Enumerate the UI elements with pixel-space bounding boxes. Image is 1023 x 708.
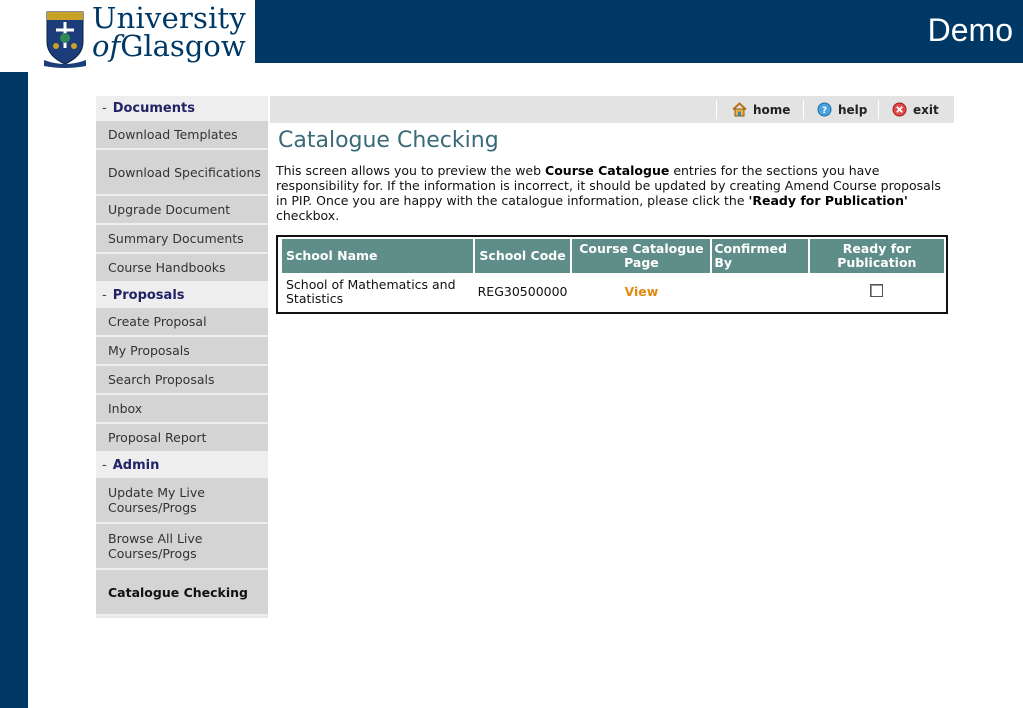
university-logo[interactable] [0, 0, 255, 72]
left-brand-band [0, 0, 28, 708]
exit-label: exit [913, 102, 939, 117]
sidebar-item-download-specifications[interactable] [96, 150, 268, 196]
col-school-code: School Code [475, 239, 571, 273]
collapse-toggle[interactable]: - [102, 101, 107, 116]
intro-part: checkbox. [276, 208, 340, 223]
section-proposals[interactable] [96, 283, 268, 308]
sidebar-item-label: Summary Documents [108, 231, 244, 246]
sidebar-item-label: My Proposals [108, 343, 190, 358]
logo-word-glasgow: Glasgow [120, 29, 246, 63]
home-icon [732, 102, 747, 117]
cell-confirmed-by [712, 273, 807, 311]
col-ready-for-publication: Ready for Publication [810, 239, 944, 273]
home-link[interactable] [732, 96, 790, 123]
sidebar-item-course-handbooks[interactable] [96, 254, 268, 283]
cell-school-name: School of Mathematics and Statistics [286, 277, 456, 306]
help-icon [817, 102, 832, 117]
catalogue-table-container [276, 235, 948, 314]
sidebar-item-label: Course Handbooks [108, 260, 226, 275]
sidebar-nav [96, 96, 268, 618]
collapse-toggle[interactable]: - [102, 458, 107, 473]
view-link[interactable]: View [624, 284, 659, 299]
cell-ready [810, 273, 944, 311]
collapse-toggle[interactable]: - [102, 288, 107, 303]
sidebar-item-label: Catalogue Checking [108, 584, 248, 600]
cell-school-code: REG30500000 [477, 284, 568, 299]
sidebar-item-catalogue-checking[interactable] [96, 570, 268, 616]
table-header-row [282, 239, 944, 273]
section-title: Documents [112, 101, 195, 116]
col-confirmed-by: Confirmed By [712, 239, 807, 273]
sidebar-item-label: Upgrade Document [108, 202, 231, 217]
university-crest-icon [44, 8, 86, 68]
sidebar-item-search-proposals[interactable] [96, 366, 268, 395]
sidebar-item-browse-live-courses[interactable] [96, 524, 268, 570]
col-school-name: School Name [282, 239, 473, 273]
toolbar-divider [878, 100, 879, 119]
col-course-catalogue-page: Course Catalogue Page [572, 239, 710, 273]
sidebar-item-inbox[interactable] [96, 395, 268, 424]
toolbar-divider [716, 100, 717, 119]
sidebar-item-download-templates[interactable] [96, 121, 268, 150]
intro-bold-course-catalogue: Course Catalogue [545, 163, 670, 178]
exit-link[interactable] [892, 96, 939, 123]
help-label: help [838, 102, 868, 117]
section-documents[interactable] [96, 96, 268, 121]
section-admin[interactable] [96, 453, 268, 478]
sidebar-item-my-proposals[interactable] [96, 337, 268, 366]
table-row [282, 273, 944, 311]
top-toolbar [270, 96, 954, 123]
help-link[interactable] [817, 96, 867, 123]
logo-word-of-glasgow [92, 29, 246, 63]
ready-for-publication-checkbox[interactable] [870, 284, 883, 297]
page-title: Catalogue Checking [278, 128, 499, 153]
home-label: home [753, 102, 791, 117]
section-title: Proposals [112, 288, 185, 303]
sidebar-item-label: Update My Live Courses/Progs [108, 485, 205, 515]
sidebar-item-upgrade-document[interactable] [96, 196, 268, 225]
intro-text [276, 163, 950, 223]
sidebar-item-label: Download Templates [108, 127, 238, 142]
sidebar-item-label: Create Proposal [108, 314, 207, 329]
sidebar-item-label: Download Specifications [108, 164, 261, 180]
exit-icon [892, 102, 907, 117]
sidebar-item-label: Inbox [108, 401, 143, 416]
sidebar-item-label: Search Proposals [108, 372, 215, 387]
sidebar-item-proposal-report[interactable] [96, 424, 268, 453]
sidebar-item-label: Proposal Report [108, 430, 207, 445]
sidebar-item-create-proposal[interactable] [96, 308, 268, 337]
sidebar-item-label: Browse All Live Courses/Progs [108, 531, 203, 561]
svg-text:?: ? [821, 106, 828, 116]
sidebar-item-summary-documents[interactable] [96, 225, 268, 254]
demo-label: Demo [927, 12, 1013, 48]
intro-part: This screen allows you to preview the web [276, 163, 546, 178]
catalogue-table [280, 239, 946, 311]
cell-page-link [572, 273, 710, 311]
intro-part: entries for the sections you have responsibility for. If the information is incorrect, it should be updated by creating Amend Course proposals in PIP. Once you are happy with the catalogue information, please click the [276, 163, 941, 208]
section-title: Admin [112, 458, 160, 473]
sidebar-item-update-live-courses[interactable] [96, 478, 268, 524]
logo-word-university: University [92, 1, 246, 35]
logo-word-of: of [92, 29, 121, 63]
toolbar-divider [803, 100, 804, 119]
intro-bold-ready: 'Ready for Publication' [748, 193, 908, 208]
